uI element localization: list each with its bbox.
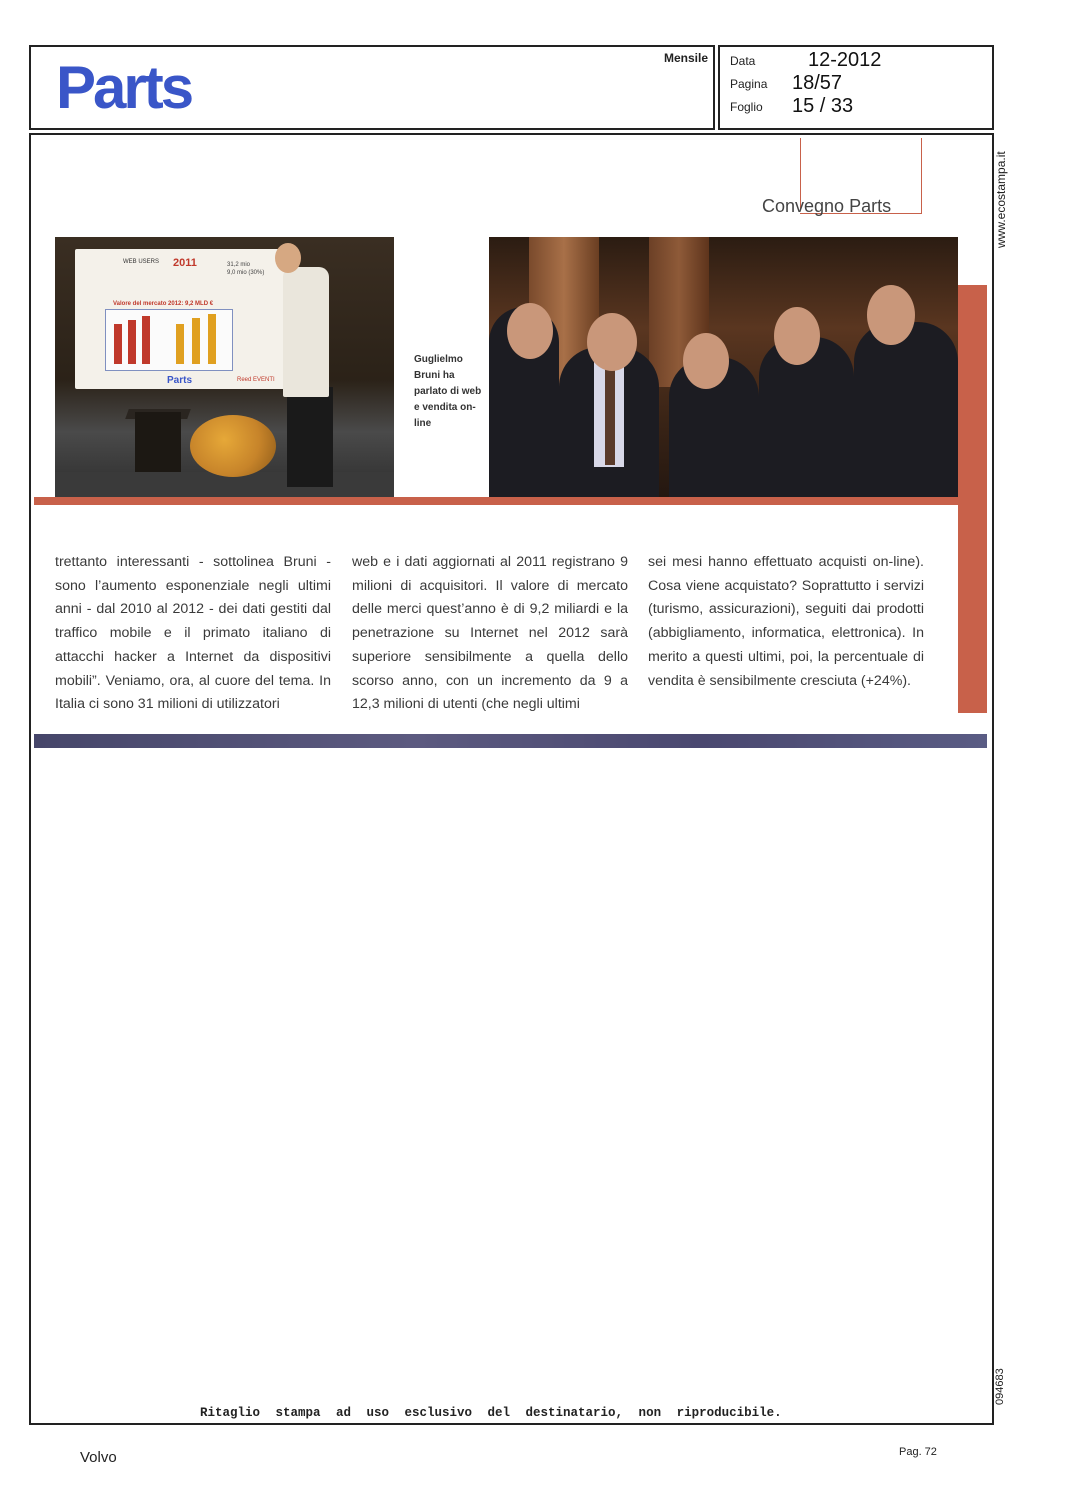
foglio-value: 15 / 33 [792,95,854,117]
screen-title: WEB USERS [123,259,160,265]
clipping-notice: Ritaglio stampa ad uso esclusivo del destinatario, non riproducibile. [200,1406,782,1420]
screen-web-users: 31,2 mio [227,262,251,268]
section-title: Convegno Parts [762,196,892,216]
screen-bar [176,324,184,364]
screen-logo-reed: Reed EVENTI [237,377,275,383]
image-strip [34,734,987,748]
pagina-value: 18/57 [792,72,843,94]
podium [135,412,181,472]
speaker-head [275,243,301,273]
accent-bar-vertical [958,285,987,713]
screen-web-shoppers: 9,0 mio (30%) [227,270,265,276]
parts-logo: Parts [56,54,192,121]
projection-screen [75,249,290,389]
person-face [774,307,820,365]
source-url: www.ecostampa.it [994,151,1008,248]
pagina-label: Pagina [730,77,768,91]
heading-rule-right [921,138,922,214]
data-label: Data [730,54,756,68]
speaker-body [283,267,329,397]
screen-bar [142,316,150,364]
screen-bar [192,318,200,364]
group-photo [489,237,958,497]
screen-bar-chart [105,309,233,371]
clipping-code: 094683 [994,1368,1006,1405]
person-face [867,285,915,345]
article-column-3: sei mesi hanno effettuato acquisti on-line). Cosa viene acquistato? Soprattutto i servizi (turismo, assicurazioni), seguiti dai prodotti (abbigliamento, informatica, elettronica). In merito a questi ultimi, poi, la percentuale di vendita è sensibilmente cresciuta (+24%). [648,554,924,689]
person-tie [605,369,615,465]
data-value: 12-2012 [808,49,882,71]
page-number: Pag. 72 [899,1446,937,1458]
flower-arrangement [190,415,276,477]
screen-year: 2011 [173,257,197,269]
article-column-2: web e i dati aggiornati al 2011 registrano 9 milioni di acquisitori. Il valore di mercato delle merci quest’anno è di 9,2 miliardi e la penetrazione su Internet nel 2012 sarà superiore sensibilmente a quella dello scorso anno, con un incremento da 9 a 12,3 milioni di utenti (che negli ultimi [352,554,628,713]
foglio-label: Foglio [730,100,763,114]
person [854,322,958,497]
screen-market-value: Valore del mercato 2012: 9,2 MLD € [113,301,214,307]
photo-caption: Guglielmo Bruni ha parlato di web e vendita on-line [414,354,482,429]
screen-bar [114,324,122,364]
screen-bar [208,314,216,364]
screen-logo: Parts [167,375,193,386]
speaker-photo [55,237,394,497]
accent-bar-horizontal [34,497,958,505]
person-face [683,333,729,389]
speaker-legs [287,387,333,487]
screen-bar [128,320,136,364]
person-face [587,313,637,371]
article-column-1: trettanto interessanti - sottolinea Bruni - sono l’aumento esponenziale negli ultimi anni - dal 2010 al 2012 - dei dati gestiti dal traffico mobile e il primato italiano di attacchi hacker a Internet da dispositivi mobili”. Veniamo, ora, al cuore del tema. In Italia ci sono 31 milioni di utilizzatori [55,554,331,713]
frequency-label: Mensile [664,51,709,65]
person-face [507,303,553,359]
client-name: Volvo [80,1449,117,1466]
